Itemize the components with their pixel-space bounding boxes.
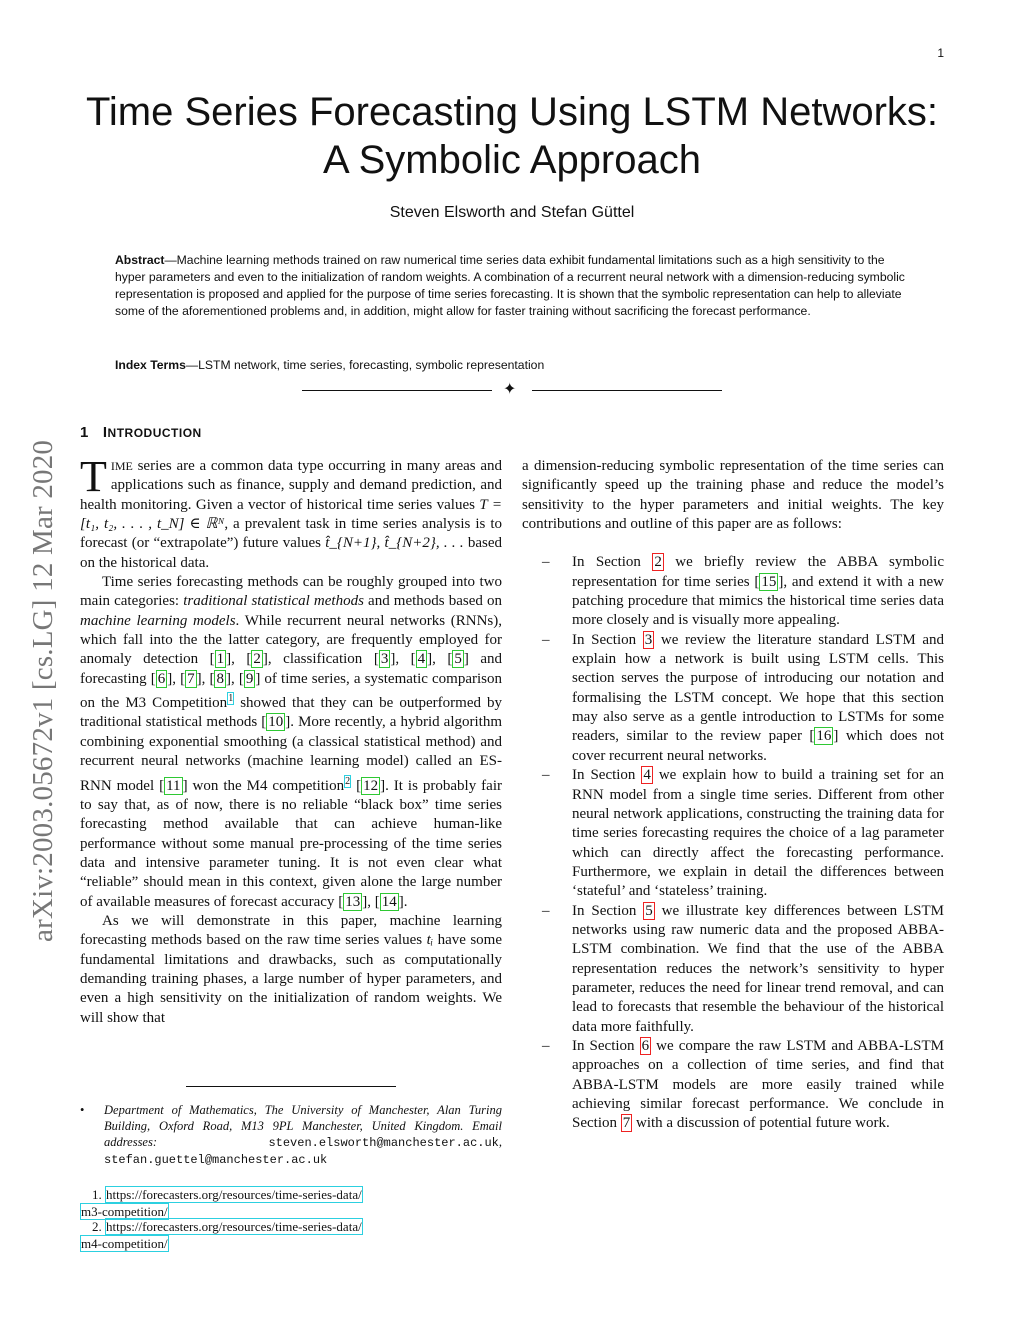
- footnote: [80, 1186, 502, 1220]
- section-link[interactable]: 4: [643, 767, 651, 784]
- list-item: [522, 902, 944, 1037]
- text-run: . While recurrent neural networks (RNNs), which fall into the the latter category, are frequently employed for anomaly detection: [80, 612, 503, 668]
- text-run: we compare the raw LSTM and ABBA-LSTM approaches on a collection of time series, and find that ABBA-LSTM models are more easily trained while achieving similar forecast performance. We conclude in Section: [572, 1037, 944, 1132]
- text-run: . It is probably fair to say that, as of now, there is no reliable “black box” time series forecasting method available that can achieve human-like performance without some manual pre-processing of the time series data and intensive parameter tuning. It is not even clear what “reliable” should mean in this context, given alone the large number of available measures of forecast accuracy: [80, 777, 502, 910]
- list-item: – In Section 3 we review the literature standard LSTM and explain how a network is built using LSTM cells. This section serves the purpose of introducing our notation and formalising the LSTM concept. We hope that this section may also serve as a gentle introduction to LSTMs for some readers, similar to the review paper [ 16 ] which does not cover recurrent neural networks.: [522, 631, 944, 766]
- math-inline: tᵢ: [426, 932, 434, 949]
- text-run: As we will demonstrate in this paper, machine learning forecasting methods based on the raw time series values: [80, 912, 502, 949]
- bullet-icon: •: [80, 1103, 85, 1117]
- citation-link[interactable]: 13: [345, 893, 361, 910]
- citation-link[interactable]: 6: [157, 670, 166, 687]
- left-column: [80, 452, 503, 1028]
- paragraph-4: a dimension-reducing symbolic representation of the time series can significantly speed up the training phase and reduce the model’s sensitivity to the hyper parameters and initial weights. The key contributions and outline of this paper are as follows:: [522, 458, 944, 533]
- footnote-marker[interactable]: 1: [228, 693, 234, 705]
- text-run: ,: [172, 670, 181, 687]
- index-terms-text: —LSTM network, time series, forecasting, symbolic representation: [185, 358, 545, 372]
- section-link[interactable]: 2: [654, 554, 662, 571]
- section-title-rest: NTRODUCTION: [107, 426, 202, 440]
- text-run: based on the historical data.: [80, 535, 502, 571]
- citation-link[interactable]: 16: [816, 728, 832, 745]
- text-run: .: [403, 893, 408, 910]
- section-number: 1: [80, 424, 89, 441]
- abstract-label: Abstract: [115, 253, 165, 267]
- index-terms: [115, 357, 915, 374]
- abstract: [115, 252, 915, 320]
- text-run: , and extend it with a new patching procedure that mimics the historical time series data more closely and is visually more appealing.: [572, 573, 944, 629]
- footnote-url[interactable]: m4-competition/: [81, 1236, 168, 1251]
- text-run: Time series forecasting methods can be roughly grouped into two main categories:: [80, 574, 502, 610]
- emphasis: traditional statistical methods: [183, 593, 364, 610]
- citation-link[interactable]: 12: [363, 777, 379, 794]
- footnote-url[interactable]: https://forecasters.org/resources/time-series-data/: [106, 1219, 362, 1234]
- text-run: series are a common data type occurring in many areas and applications such as finance, supply and demand prediction, and health monitoring. Given a vector of historical time series values: [80, 458, 502, 513]
- text-run: won the M4 competition: [187, 777, 345, 794]
- citation-link[interactable]: 7: [187, 670, 195, 687]
- page-number: 1: [937, 46, 944, 60]
- separator-rule-right: [532, 390, 722, 391]
- section-first-letter: I: [102, 424, 108, 441]
- right-column: [522, 457, 944, 1134]
- footnote-rule: [186, 1086, 396, 1087]
- citation-link[interactable]: 8: [216, 670, 224, 687]
- list-item: – In Section 2 we briefly review the ABBA symbolic representation for time series [ 15 ], and extend it with a new patching procedure that mimics the historical time series data more closely and is visually more appealing.: [522, 553, 944, 630]
- list-item: [522, 1037, 944, 1134]
- footnote-marker[interactable]: 2: [345, 775, 351, 787]
- affiliation-text: [104, 1102, 502, 1168]
- text-run: have some fundamental limitations and drawbacks, such as computationally demanding training phases, a large number of hyper parameters, and even a high sensitivity on the initialization of random weights. We will show that: [80, 932, 502, 1026]
- footnote: [80, 1218, 502, 1252]
- text-run: ,: [367, 893, 375, 910]
- text-run: we illustrate key differences between LSTM networks using raw numeric data and the proposed ABBA-LSTM combination. We find that the use of the ABBA representation reduces the network’s sensitivity to hyper parameter, reduces the need for linear trend removal, and can lead to forecasts that resemble the behaviour of the historical data more faithfully.: [572, 902, 944, 1035]
- paragraph-2: Time series forecasting methods can be roughly grouped into two main categories: traditional statistical methods and methods based on machine learning models. While recurrent neural networks (RNNs), which fall into the the latter category, are frequently employed for anomaly detection [ 1 ], [ 2 ], classification [ 3 ], [ 4 ], [ 5 ] and forecasting [ 6 ], [ 7 ], [ 8 ], [ 9 ] of time series, a systematic comparison on the M3 Competition$^1$ showed that they can be outperformed by traditional statistical methods [ 10 ]. More recently, a hybrid algorithm combining exponential smoothing (a classical statistical method) and recurrent neural networks (machine learning model) called an ES-RNN model [ 11 ] won the M4 competition$^2$ [ 12 ]. It is probably fair to say that, as of now, there is no reliable “black box” time series forecasting method available that can achieve human-like performance without some manual pre-processing of the time series data and intensive parameter tuning. It is not even clear what “reliable” should mean in this context, given alone the large number of available measures of forecast accuracy [ 13 ], [ 14 ].: [80, 574, 503, 910]
- text-run: ,: [395, 651, 411, 668]
- citation-link[interactable]: 5: [454, 651, 462, 668]
- text-run: with a discussion of potential future work.: [632, 1115, 890, 1132]
- citation-link[interactable]: 2: [253, 651, 261, 668]
- text-run: In Section: [572, 1037, 640, 1054]
- text-run: we review the literature standard LSTM and explain how a network is built using LSTM cells. This section serves the purpose of introducing our notation and formalising the LSTM concept. We hope that this section may also serve as a gentle introduction to LSTMs for some readers, similar to the review paper: [572, 631, 944, 745]
- footnote-number: 1.: [92, 1187, 102, 1202]
- dropcap: T: [80, 452, 107, 501]
- text-run: and forecasting: [80, 651, 503, 687]
- section-link[interactable]: 3: [644, 631, 653, 648]
- footnote-url[interactable]: m3-competition/: [81, 1204, 168, 1219]
- arxiv-stamp: arXiv:2003.05672v1 [cs.LG] 12 Mar 2020: [27, 439, 59, 942]
- authors: Steven Elsworth and Stefan Güttel: [389, 204, 635, 221]
- title-line-1: Time Series Forecasting Using LSTM Networks:: [85, 90, 939, 134]
- smallcaps-word: IME: [110, 459, 133, 473]
- citation-link[interactable]: 1: [216, 651, 225, 668]
- footnote-number: 2.: [92, 1219, 102, 1234]
- text-run: . More recently, a hybrid algorithm combining exponential smoothing (a classical statistical method) and recurrent neural networks (machine learning model) called an ES-RNN model: [80, 714, 502, 794]
- text-run: In Section: [572, 554, 653, 571]
- section-heading: [80, 424, 202, 441]
- section-separator: [302, 380, 722, 400]
- emphasis: machine learning models: [80, 612, 236, 629]
- paragraph-1: [80, 452, 502, 573]
- paragraph-3: [80, 912, 502, 1028]
- text-run: Department of Mathematics, The University of Manchester, Alan Turing Building, Oxford Road, M13 9PL Manchester, United Kingdom. Email addresses:: [104, 1103, 502, 1149]
- index-terms-label: Index Terms: [115, 358, 186, 372]
- text-run: of time series, a systematic comparison on the M3 Competition: [80, 670, 502, 712]
- text-run: and methods based on: [363, 593, 502, 610]
- text-run: ,: [498, 1135, 502, 1149]
- section-link[interactable]: 5: [645, 902, 653, 919]
- contributions-list: [522, 553, 944, 1133]
- text-run: , classification: [267, 651, 374, 668]
- citation-link[interactable]: 9: [245, 670, 254, 687]
- separator-star-icon: ✦: [503, 381, 517, 398]
- text-run: we briefly review the ABBA symbolic representation for time series: [572, 554, 944, 590]
- citation-link[interactable]: 14: [381, 893, 397, 910]
- math-inline: T = [t₁, t₂, . . . , t_N] ∈ ℝᴺ: [80, 496, 502, 533]
- title-line-2: A Symbolic Approach: [323, 138, 701, 182]
- list-item: [522, 766, 944, 901]
- text-run: , a prevalent task in time series analysis is to forecast (or “extrapolate”) future values: [80, 516, 502, 552]
- affiliation-note: [80, 1102, 502, 1168]
- citation-link[interactable]: 3: [380, 651, 389, 668]
- text-run: ,: [432, 651, 448, 668]
- text-run: ,: [230, 670, 239, 687]
- citation-link[interactable]: 11: [166, 777, 181, 794]
- paper-title: [0, 88, 1024, 184]
- text-run: which does not cover recurrent neural networks.: [572, 728, 944, 764]
- text-run: we explain how to build a training set for an RNN model from a single time series. Different from other neural network applications, constructing the training data for time series forecasting requires the choice of a lag parameter which can directly affect the forecasting performance. Furthermore, we explain in detail the differences between ‘stateful’ and ‘stateless’ training.: [572, 767, 944, 900]
- citation-link[interactable]: 15: [761, 573, 777, 590]
- text-run: In Section: [572, 631, 643, 648]
- footnote-url[interactable]: https://forecasters.org/resources/time-series-data/: [106, 1187, 362, 1202]
- email-address[interactable]: steven.elsworth@manchester.ac.uk: [268, 1136, 499, 1150]
- text-run: showed that they can be outperformed by traditional statistical methods: [80, 695, 502, 731]
- text-run: ,: [201, 670, 210, 687]
- text-run: In Section: [572, 902, 644, 919]
- abstract-text: —Machine learning methods trained on raw numerical time series data exhibit fundamental limitations such as a high sensitivity to the hyper parameters and even to the initialization of random weights. A combination of a recurrent neural network with a dimension-reducing symbolic representation is proposed and applied for the purpose of time series forecasting. It is shown that the symbolic representation can help to alleviate some of the aforementioned problems and, in addition, might allow for faster training without sacrificing the forecast performance.: [115, 253, 905, 318]
- citation-link[interactable]: 4: [417, 651, 426, 668]
- section-link[interactable]: 7: [622, 1115, 631, 1132]
- citation-link[interactable]: 10: [268, 714, 284, 731]
- text-run: [351, 778, 356, 794]
- section-link[interactable]: 6: [641, 1037, 650, 1054]
- text-run: In Section: [572, 767, 642, 784]
- text-run: ,: [231, 651, 247, 668]
- separator-rule-left: [302, 390, 492, 391]
- math-inline: t̂_{N+1}, t̂_{N+2}, . . .: [325, 535, 464, 552]
- email-address[interactable]: stefan.guettel@manchester.ac.uk: [104, 1153, 328, 1167]
